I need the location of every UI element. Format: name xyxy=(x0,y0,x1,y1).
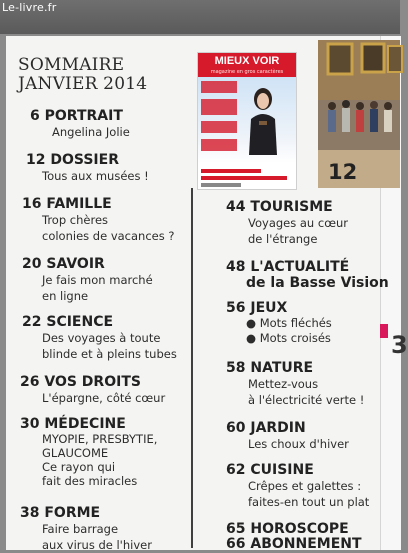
toc-entry-portrait xyxy=(30,108,130,140)
toc-page-number: 6 xyxy=(30,108,40,124)
toc-entry-dossier xyxy=(26,152,149,184)
toc-section-title: HOROSCOPE xyxy=(250,521,349,537)
toc-section-title: CUISINE xyxy=(250,462,314,478)
toc-entry-famille xyxy=(22,196,175,244)
cover-footer-bar xyxy=(201,183,241,187)
cover-masthead: MIEUX VOIR xyxy=(198,53,296,69)
toc-section-title: JARDIN xyxy=(250,420,306,436)
toc-section-title: MÉDECINE xyxy=(44,416,126,432)
toc-description: blinde et à pleins tubes xyxy=(42,347,177,361)
facing-page-number: 3 xyxy=(391,331,408,359)
cover-headline-block xyxy=(201,81,237,93)
cover-model-image xyxy=(246,85,280,155)
toc-description: Les choux d'hiver xyxy=(248,437,349,451)
toc-section-title: VOS DROITS xyxy=(44,374,141,390)
toc-entry-jardin xyxy=(226,420,349,452)
cover-headline-block xyxy=(201,99,237,115)
toc-page-number: 30 xyxy=(20,416,40,432)
sommaire-title: SOMMAIRE xyxy=(18,55,125,75)
toc-description: Ce rayon qui xyxy=(42,460,116,474)
toc-section-title: FAMILLE xyxy=(46,196,112,212)
photo-page-number: 12 xyxy=(328,160,358,184)
toc-entry-savoir xyxy=(22,256,153,304)
toc-section-title: L'ACTUALITÉ xyxy=(250,259,350,275)
toc-section-title: SCIENCE xyxy=(46,314,114,330)
sommaire-heading xyxy=(18,56,147,94)
toc-entry-science xyxy=(22,314,177,362)
toc-entry-nature xyxy=(226,360,364,408)
toc-description: MYOPIE, PRESBYTIE, xyxy=(42,432,158,446)
toc-description: Trop chères xyxy=(42,213,109,227)
toc-description: à l'électricité verte ! xyxy=(248,393,365,407)
toc-section-title-line2: de la Basse Vision xyxy=(246,275,389,291)
toc-section-title: FORME xyxy=(44,505,101,521)
watermark: Le-livre.fr xyxy=(2,1,57,14)
toc-page-number: 48 xyxy=(226,259,246,275)
toc-description: Mettez-vous xyxy=(248,377,319,391)
cover-headline-block xyxy=(201,121,237,133)
toc-description: L'épargne, côté cœur xyxy=(42,391,166,405)
toc-description: Crêpes et galettes : xyxy=(248,479,362,493)
toc-entry-jeux xyxy=(226,300,332,346)
toc-entry-actualite xyxy=(226,259,389,291)
toc-page-number: 56 xyxy=(226,300,246,316)
toc-section-title: SAVOIR xyxy=(46,256,105,272)
toc-entry-cuisine xyxy=(226,462,369,510)
toc-page-number: 58 xyxy=(226,360,246,376)
top-strip xyxy=(0,0,400,34)
toc-description: de l'étrange xyxy=(248,232,318,246)
toc-description: Je fais mon marché xyxy=(42,273,153,287)
toc-page-number: 26 xyxy=(20,374,40,390)
toc-page-number: 16 xyxy=(22,196,42,212)
toc-page-number: 44 xyxy=(226,199,246,215)
toc-entry-forme xyxy=(20,505,152,553)
toc-entry-tourisme xyxy=(226,199,348,247)
toc-page-number: 38 xyxy=(20,505,40,521)
toc-section-title: DOSSIER xyxy=(50,152,119,168)
toc-page-number: 60 xyxy=(226,420,246,436)
toc-description: Tous aux musées ! xyxy=(42,169,149,183)
toc-entry-abonnement xyxy=(226,536,362,552)
toc-description: fait des miracles xyxy=(42,474,138,488)
toc-entry-horoscope xyxy=(226,521,349,537)
toc-page-number: 22 xyxy=(22,314,42,330)
toc-page-number: 12 xyxy=(26,152,46,168)
toc-section-title: JEUX xyxy=(250,300,288,316)
toc-section-title: TOURISME xyxy=(250,199,333,215)
column-divider xyxy=(191,188,193,548)
cover-footer-bar xyxy=(201,169,261,173)
toc-bullet-item: ● Mots croisés xyxy=(246,331,331,345)
facing-page-red-mark xyxy=(380,324,388,338)
toc-description: Faire barrage xyxy=(42,522,119,536)
toc-section-title: PORTRAIT xyxy=(44,108,123,124)
toc-page-number: 20 xyxy=(22,256,42,272)
toc-page-number: 66 xyxy=(226,536,246,552)
cover-headline-block xyxy=(201,139,237,151)
toc-page-number: 62 xyxy=(226,462,246,478)
toc-description: GLAUCOME xyxy=(42,446,109,460)
toc-bullet-item: ● Mots fléchés xyxy=(246,316,332,330)
toc-description: aux virus de l'hiver xyxy=(42,538,152,552)
toc-description: faites-en tout un plat xyxy=(248,495,370,509)
toc-entry-medecine xyxy=(20,416,157,488)
cover-tagline: magazine en gros caractères xyxy=(198,69,296,77)
toc-section-title: NATURE xyxy=(250,360,314,376)
toc-section-title: ABONNEMENT xyxy=(250,536,362,552)
toc-description: Voyages au cœur xyxy=(248,216,348,230)
toc-description: Des voyages à toute xyxy=(42,331,161,345)
cover-footer-bar xyxy=(201,176,287,180)
toc-page-number: 65 xyxy=(226,521,246,537)
toc-description: colonies de vacances ? xyxy=(42,229,175,243)
cover-footer xyxy=(198,165,296,189)
sommaire-date: JANVIER 2014 xyxy=(18,74,148,94)
magazine-cover-thumbnail xyxy=(197,52,297,190)
toc-entry-vos-droits xyxy=(20,374,165,406)
toc-description: Angelina Jolie xyxy=(52,125,130,139)
toc-description: en ligne xyxy=(42,289,89,303)
